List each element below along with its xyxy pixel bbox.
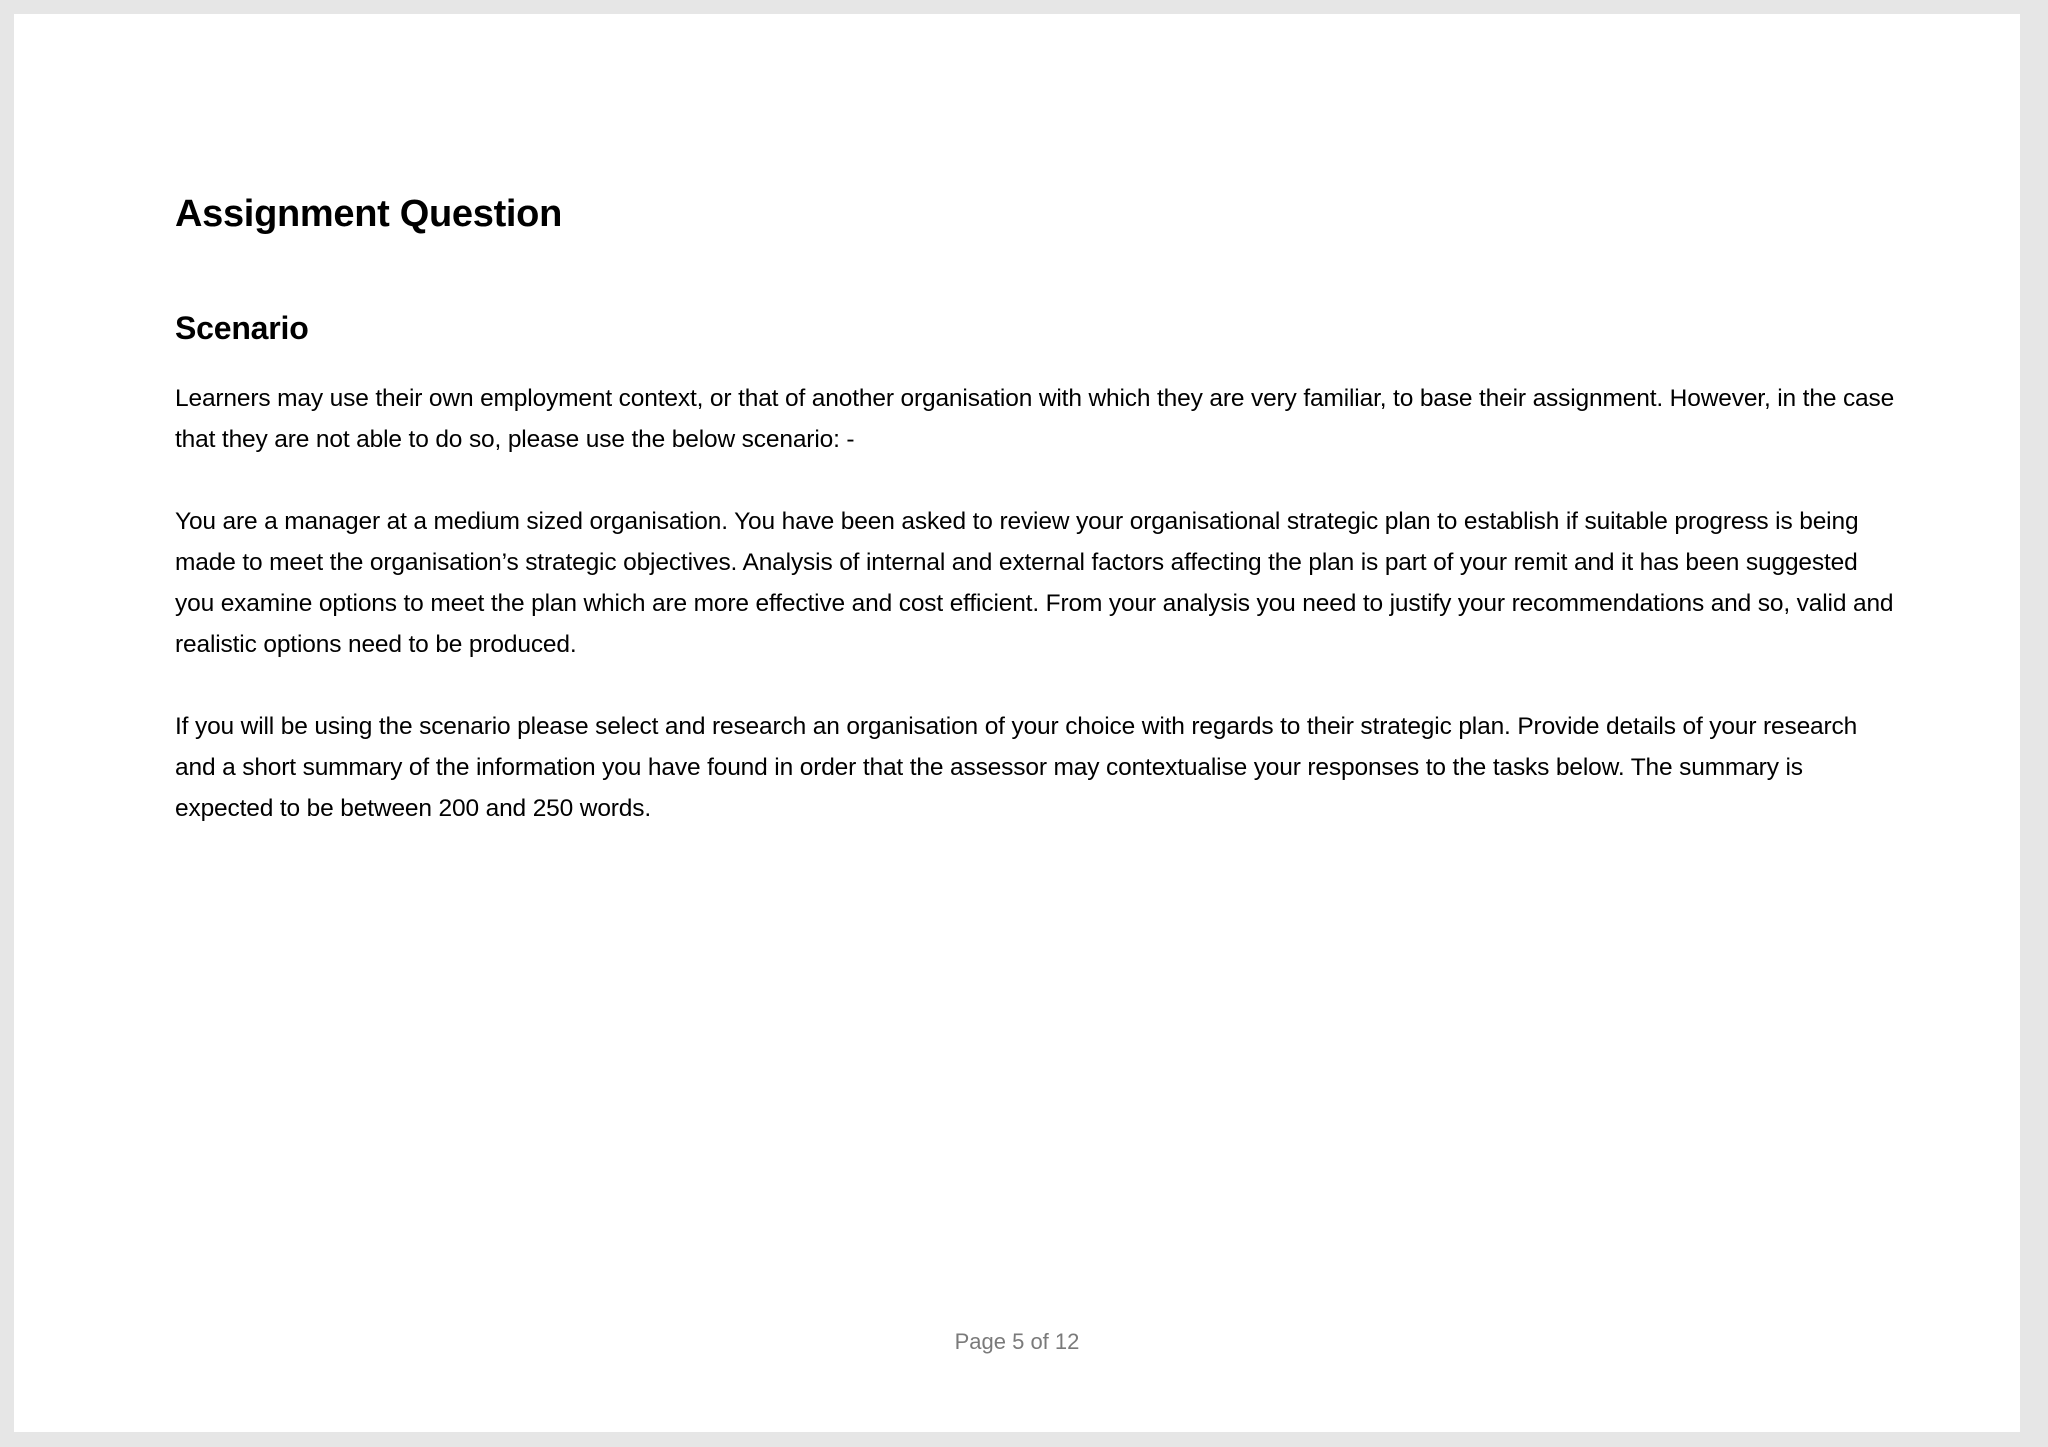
- document-page: [14, 14, 2020, 1432]
- document-title: Assignment Question: [175, 193, 563, 235]
- paragraph-intro: Learners may use their own employment context, or that of another organisation with which they are very familiar, to base their assignment. However, in the case that they are not able to do so, please use the below scenario: -: [175, 385, 1895, 453]
- paragraph-instructions: If you will be using the scenario please select and research an organisation of your choice with regards to their strategic plan. Provide details of your research and a short summary of the information you have found in order that the assessor may contextualise your responses to the tasks below. The summary is expected to be between 200 and 250 words.: [175, 713, 1858, 822]
- page-number-footer: Page 5 of 12: [954, 1329, 1080, 1354]
- page-content: [175, 184, 1895, 829]
- section-heading-scenario: Scenario: [175, 310, 309, 346]
- paragraph-scenario: You are a manager at a medium sized organisation. You have been asked to review your organisational strategic plan to establish if suitable progress is being made to meet the organisation’s strategic objectives. Analysis of internal and external factors affecting the plan is part of your remit and it has been suggested you examine options to meet the plan which are more effective and cost efficient. From your analysis you need to justify your recommendations and so, valid and realistic options need to be produced.: [175, 508, 1894, 658]
